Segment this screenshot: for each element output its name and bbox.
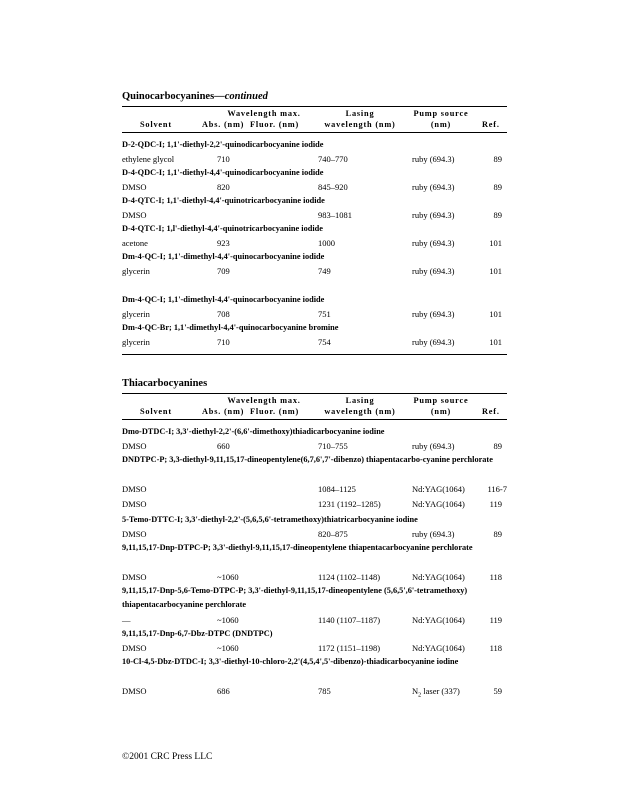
continued-label: —continued xyxy=(214,91,268,102)
cell-pump: Nd:YAG(1064) xyxy=(412,499,465,509)
cell-lasing: 1000 xyxy=(318,238,335,248)
section-title-text: Quinocarbocyanines xyxy=(122,91,215,102)
compound-name: 5-Temo-DTTC-I; 3,3'-diethyl-2,2'-(5,6,5,6'-tetramethoxy)thiatricarbocyanine iodine xyxy=(122,515,418,524)
copyright-footer: ©2001 CRC Press LLC xyxy=(122,752,213,762)
cell-lasing: 1231 (1192–1285) xyxy=(318,499,381,509)
compound-name: DNDTPC-P; 3,3-diethyl-9,11,15,17-dineopentylene(6,7,6',7'-dibenzo) thiapentacarbo-cyanine perchlorate xyxy=(122,455,493,464)
cell-pump: ruby (694.3) xyxy=(412,154,455,164)
cell-lasing: 1172 (1151–1198) xyxy=(318,643,381,653)
cell-lasing: 749 xyxy=(318,266,331,276)
cell-lasing: 820–875 xyxy=(318,529,348,539)
header-lasing: Lasing xyxy=(345,396,375,405)
compound-name: D-2-QDC-I; 1,1'-diethyl-2,2'-quinodicarbocyanine iodide xyxy=(122,140,324,149)
cell-solvent: ethylene glycol xyxy=(122,154,175,164)
header-wavelength-max: Wavelength max. xyxy=(227,396,301,405)
cell-pump: ruby (694.3) xyxy=(412,309,455,319)
compound-name: D-4-QTC-I; 1,1'-diethyl-4,4'-quinotricarbocyanine iodide xyxy=(122,196,325,205)
cell-pump: ruby (694.3) xyxy=(412,210,455,220)
header-lasing-wavelength: wavelength (nm) xyxy=(324,120,396,129)
header-ref: Ref. xyxy=(482,407,500,416)
cell-abs: 708 xyxy=(217,309,230,319)
cell-pump xyxy=(412,686,460,699)
cell-ref: 118 xyxy=(489,572,502,582)
cell-solvent: DMSO xyxy=(122,441,147,451)
cell-pump: ruby (694.3) xyxy=(412,441,455,451)
compound-name: 9,11,15,17-Dnp-DTPC-P; 3,3'-diethyl-9,11,15,17-dineopentylene thiapentacarbocyanine perchlorate xyxy=(122,543,473,552)
header-lasing: Lasing xyxy=(345,109,375,118)
cell-lasing: 1084–1125 xyxy=(318,484,356,494)
cell-solvent: DMSO xyxy=(122,499,147,509)
compound-name: 10-Cl-4,5-Dbz-DTDC-I; 3,3'-diethyl-10-chloro-2,2'(4,5,4',5'-dibenzo)-thiadicarbocyanine iodine xyxy=(122,657,459,666)
header-solvent: Solvent xyxy=(140,407,172,416)
cell-pump: ruby (694.3) xyxy=(412,529,455,539)
cell-solvent: glycerin xyxy=(122,266,150,276)
compound-name: D-4-QTC-I; 1,l'-diethyl-4,4'-quinotricarbocyanine iodide xyxy=(122,224,323,233)
compound-name: Dm-4-QC-I; 1,1'-dimethyl-4,4'-quinocarbocyanine iodide xyxy=(122,252,325,261)
cell-ref: 59 xyxy=(493,686,502,696)
cell-ref: 101 xyxy=(489,337,502,347)
cell-solvent: DMSO xyxy=(122,529,147,539)
cell-pump: Nd:YAG(1064) xyxy=(412,643,465,653)
cell-abs: 820 xyxy=(217,182,230,192)
cell-ref: 101 xyxy=(489,266,502,276)
cell-solvent: acetone xyxy=(122,238,148,248)
cell-ref: 119 xyxy=(489,499,502,509)
cell-abs: 660 xyxy=(217,441,230,451)
table-row xyxy=(122,686,507,700)
cell-solvent: DMSO xyxy=(122,572,147,582)
header-ref: Ref. xyxy=(482,120,500,129)
cell-abs: 923 xyxy=(217,238,230,248)
cell-solvent: DMSO xyxy=(122,686,147,696)
cell-solvent: DMSO xyxy=(122,484,147,494)
header-solvent: Solvent xyxy=(140,120,172,129)
pump-tail: laser (337) xyxy=(421,686,460,696)
cell-solvent: DMSO xyxy=(122,210,147,220)
table-row xyxy=(122,499,507,513)
cell-abs: 686 xyxy=(217,686,230,696)
section-title-text: Thiacarbocyanines xyxy=(122,378,208,389)
cell-solvent: DMSO xyxy=(122,182,147,192)
header-bottom-rule xyxy=(122,132,507,133)
table-top-rule xyxy=(122,393,507,394)
cell-lasing: 1124 (1102–1148) xyxy=(318,572,381,582)
compound-name: Dmo-DTDC-I; 3,3'-diethyl-2,2'-(6,6'-dimethoxy)thiadicarbocyanine iodine xyxy=(122,427,385,436)
cell-pump: ruby (694.3) xyxy=(412,238,455,248)
cell-ref: 89 xyxy=(493,441,502,451)
header-lasing-wavelength: wavelength (nm) xyxy=(324,407,396,416)
compound-name: Dm-4-QC-Br; 1,1'-dimethyl-4,4'-quinocarbocyanine bromine xyxy=(122,323,339,332)
cell-ref: 118 xyxy=(489,643,502,653)
section-title-quinocarbocyanines xyxy=(122,91,268,102)
table-row xyxy=(122,337,507,351)
cell-abs: ~1060 xyxy=(217,615,239,625)
compound-name: 9,11,15,17-Dnp-6,7-Dbz-DTPC (DNDTPC) xyxy=(122,629,273,638)
table-row xyxy=(122,266,507,280)
cell-abs: 710 xyxy=(217,154,230,164)
cell-lasing: 983–1081 xyxy=(318,210,352,220)
cell-abs: 709 xyxy=(217,266,230,276)
pump-subscript: 2 xyxy=(418,692,422,699)
cell-pump: ruby (694.3) xyxy=(412,337,455,347)
header-pump-source: Pump source xyxy=(413,109,469,118)
header-abs-fluor: Abs. (nm) Fluor. (nm) xyxy=(202,407,300,416)
header-pump-source: Pump source xyxy=(413,396,469,405)
cell-solvent: DMSO xyxy=(122,643,147,653)
cell-lasing: 785 xyxy=(318,686,331,696)
compound-name: Dm-4-QC-I; 1,1'-dimethyl-4,4'-quinocarbocyanine iodide xyxy=(122,295,325,304)
cell-lasing: 710–755 xyxy=(318,441,348,451)
cell-lasing: 740–770 xyxy=(318,154,348,164)
cell-abs: 710 xyxy=(217,337,230,347)
cell-ref: 119 xyxy=(489,615,502,625)
cell-ref: 101 xyxy=(489,238,502,248)
cell-pump: Nd:YAG(1064) xyxy=(412,484,465,494)
cell-lasing: 1140 (1107–1187) xyxy=(318,615,381,625)
compound-name: D-4-QDC-I; 1,1'-diethyl-4,4'-quinodicarbocyanine iodide xyxy=(122,168,324,177)
cell-lasing: 751 xyxy=(318,309,331,319)
cell-pump: ruby (694.3) xyxy=(412,266,455,276)
header-wavelength-max: Wavelength max. xyxy=(227,109,301,118)
cell-ref: 89 xyxy=(493,154,502,164)
header-bottom-rule xyxy=(122,419,507,420)
cell-solvent: glycerin xyxy=(122,309,150,319)
cell-ref: 89 xyxy=(493,210,502,220)
table-row xyxy=(122,484,507,498)
pump-n: N xyxy=(412,686,419,696)
compound-name: 9,11,15,17-Dnp-5,6-Temo-DTPC-P; 3,3'-diethyl-9,11,15,17-dineopentylene (5,6,5',6'-tetramethoxy) thiapentacarbocyanine perchlorate xyxy=(122,586,468,609)
cell-pump: Nd:YAG(1064) xyxy=(412,572,465,582)
cell-ref: 101 xyxy=(489,309,502,319)
header-pump-nm: (nm) xyxy=(430,407,452,416)
table-top-rule xyxy=(122,106,507,107)
header-abs-fluor: Abs. (nm) Fluor. (nm) xyxy=(202,120,300,129)
cell-abs: ~1060 xyxy=(217,572,239,582)
table-bottom-rule xyxy=(122,354,507,355)
cell-lasing: 845–920 xyxy=(318,182,348,192)
cell-abs: ~1060 xyxy=(217,643,239,653)
header-pump-nm: (nm) xyxy=(430,120,452,129)
cell-solvent: — xyxy=(122,615,131,625)
cell-solvent: glycerin xyxy=(122,337,150,347)
section-title-thiacarbocyanines xyxy=(122,378,207,389)
cell-lasing: 754 xyxy=(318,337,331,347)
cell-ref: 116-7 xyxy=(487,484,507,494)
cell-pump: Nd:YAG(1064) xyxy=(412,615,465,625)
cell-ref: 89 xyxy=(493,182,502,192)
cell-ref: 89 xyxy=(493,529,502,539)
cell-pump: ruby (694.3) xyxy=(412,182,455,192)
